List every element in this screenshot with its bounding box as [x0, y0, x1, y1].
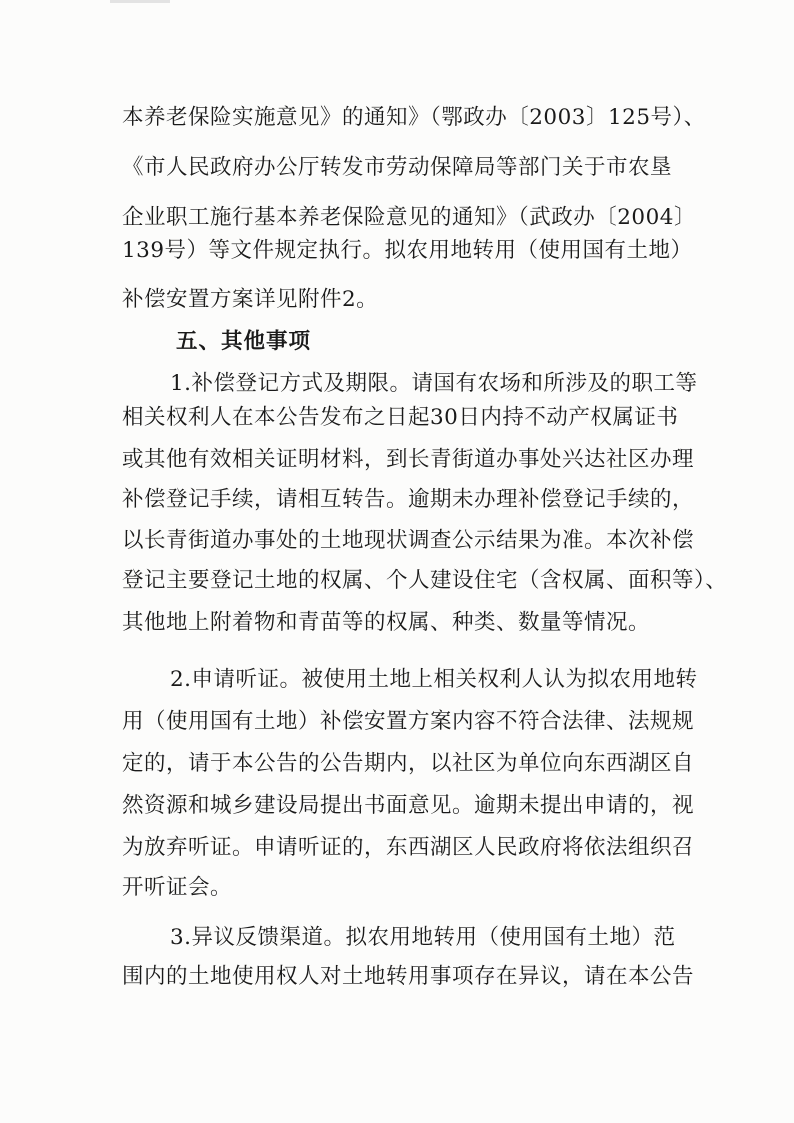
body-line: 相关权利人在本公告发布之日起30日内持不动产权属证书: [122, 405, 679, 430]
body-line: 补偿安置方案详见附件2。: [122, 287, 379, 312]
body-line: 139号）等文件规定执行。拟农用地转用（使用国有土地）: [122, 238, 693, 263]
body-line: 定的，请于本公告的公告期内，以社区为单位向东西湖区自: [122, 751, 695, 776]
section-heading: 五、其他事项: [176, 329, 312, 354]
body-line: 补偿登记手续，请相互转告。逾期未办理补偿登记手续的，: [122, 487, 695, 512]
body-line: 《市人民政府办公厅转发市劳动保障局等部门关于市农垦: [122, 155, 673, 180]
paragraph-first-line: 2.申请听证。被使用土地上相关权利人认为拟农用地转: [170, 667, 698, 692]
body-line: 本养老保险实施意见》的通知》（鄂政办〔2003〕125号）、: [122, 105, 706, 130]
body-line: 或其他有效相关证明材料，到长青街道办事处兴达社区办理: [122, 447, 695, 472]
body-line: 然资源和城乡建设局提出书面意见。逾期未提出申请的，视: [122, 793, 695, 818]
body-line: 围内的土地使用权人对土地转用事项存在异议，请在本公告: [122, 964, 695, 989]
paragraph-first-line: 3.异议反馈渠道。拟农用地转用（使用国有土地）范: [170, 925, 676, 950]
body-line: 其他地上附着物和青苗等的权属、种类、数量等情况。: [122, 610, 651, 635]
body-line: 企业职工施行基本养老保险意见的通知》（武政办〔2004〕: [122, 205, 696, 230]
scan-edge-mark: [110, 0, 170, 3]
body-line: 登记主要登记土地的权属、个人建设住宅（含权属、面积等）、: [122, 568, 728, 593]
body-line: 开听证会。: [122, 875, 233, 900]
body-line: 为放弃听证。申请听证的，东西湖区人民政府将依法组织召: [122, 835, 695, 860]
body-line: 以长青街道办事处的土地现状调查公示结果为准。本次补偿: [122, 528, 695, 553]
body-line: 用（使用国有土地）补偿安置方案内容不符合法律、法规规: [122, 709, 695, 734]
paragraph-first-line: 1.补偿登记方式及期限。请国有农场和所涉及的职工等: [170, 371, 698, 396]
